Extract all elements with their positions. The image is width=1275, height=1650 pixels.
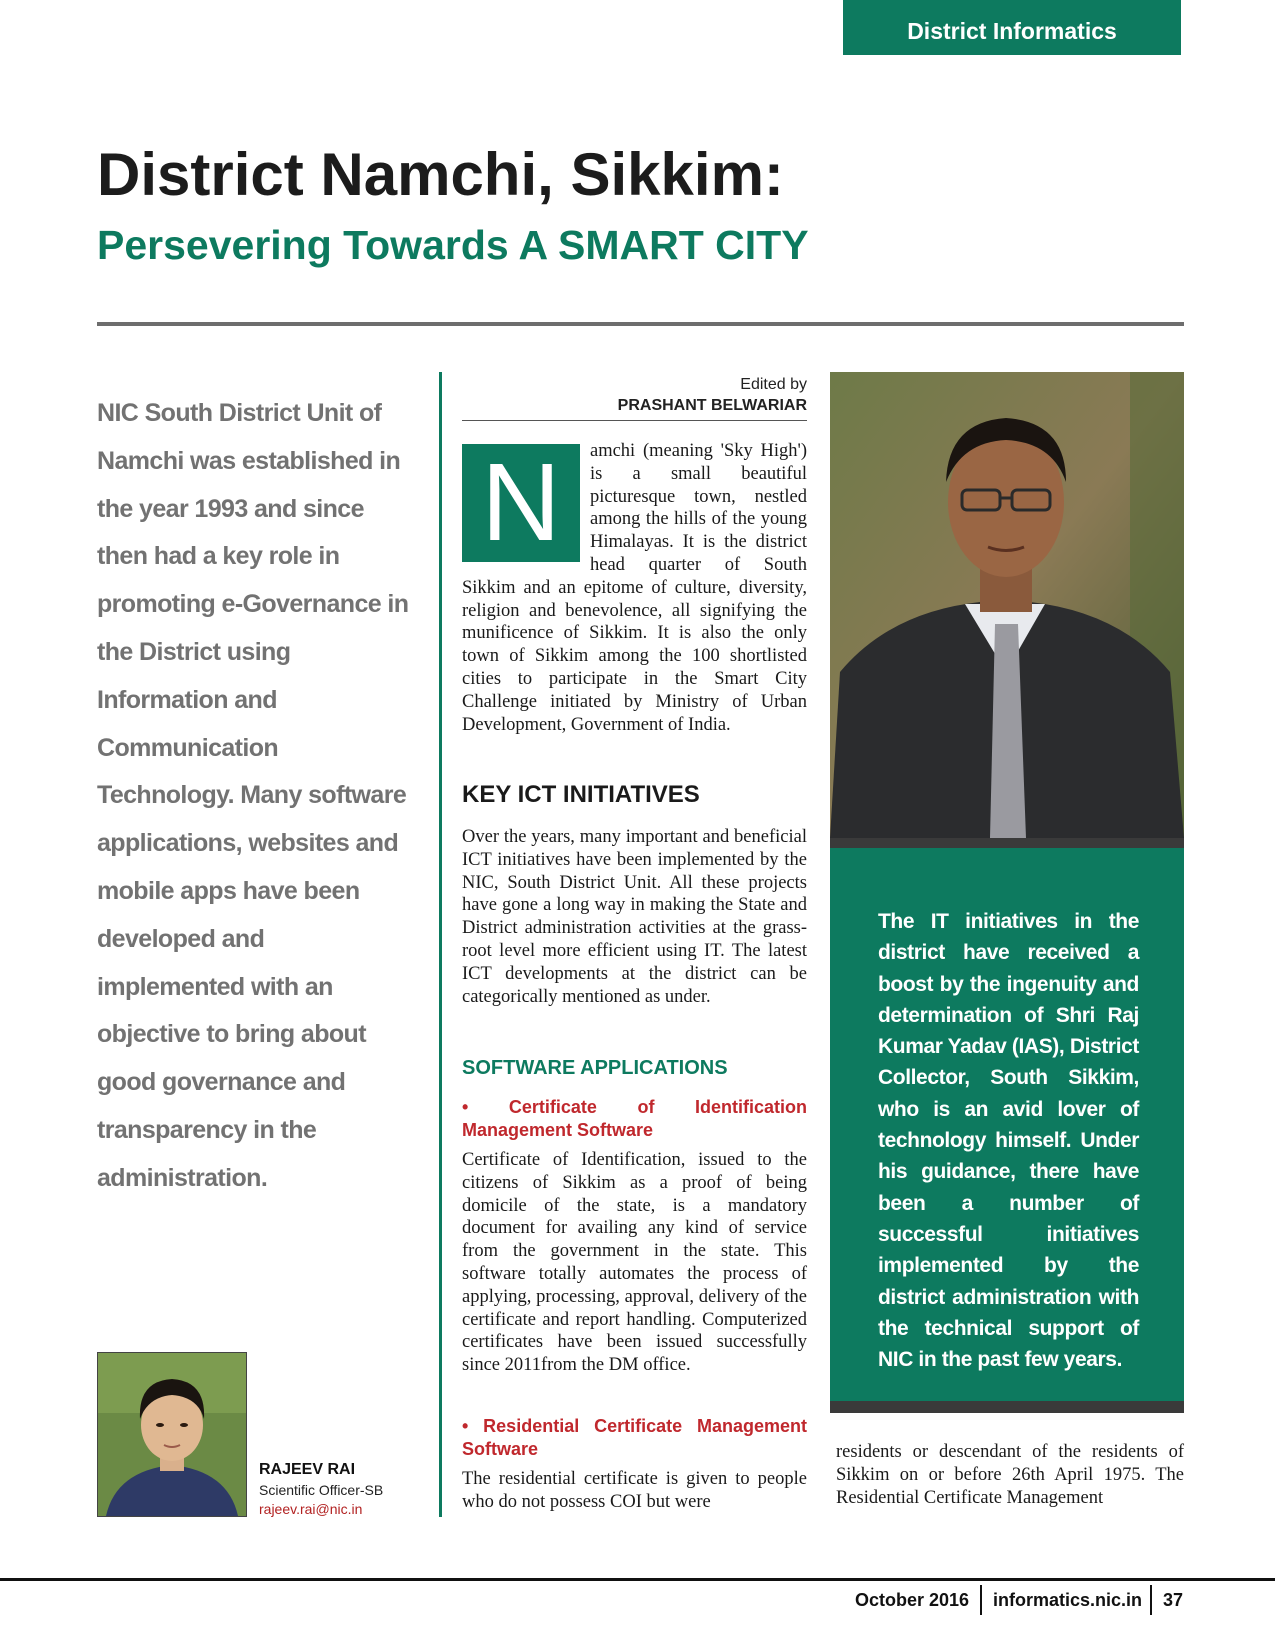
author-name: RAJEEV RAI xyxy=(259,1461,356,1478)
article-title: District Namchi, Sikkim: xyxy=(97,141,784,208)
editor-name: PRASHANT BELWARIAR xyxy=(617,397,807,414)
author-role: Scientific Officer-SB xyxy=(259,1482,384,1498)
column-divider xyxy=(439,372,442,1517)
intro-paragraph xyxy=(462,440,807,736)
heading-key-initiatives: KEY ICT INITIATIVES xyxy=(462,781,700,808)
pull-quote: The IT initiatives in the district have received a boost by the ingenuity and determination of Shri Raj Kumar Yadav (IAS), District Collector, South Sikkim, who is an avid lover of technology himself. Under his guidance, there have been a number of successful initiatives implemented by the district administration with the technical support of NIC in the past few years. xyxy=(878,910,1139,1372)
photo-bottom-band xyxy=(830,838,1184,848)
author-portrait-image xyxy=(98,1353,246,1516)
title-divider xyxy=(97,322,1184,326)
edited-by-label: Edited by xyxy=(740,376,807,393)
page-number: 37 xyxy=(1163,1590,1184,1610)
bullet-1-text: Certificate of Identification, issued to the citizens of Sikkim as a proof of being domicile of the state, is a mandatory document for availing any kind of service from the government in the state. This software totally automates the process of applying, processing, approval, delivery of the certificate and report handling. Computerized certificates have been issued successfully since 2011from the DM office. xyxy=(462,1150,807,1376)
collector-photo xyxy=(830,372,1184,838)
footer-divider xyxy=(0,1578,1275,1581)
editor-credit xyxy=(462,374,807,416)
paragraph-2: Over the years, many important and beneficial ICT initiatives have been implemented by the NIC, South District Unit. All these projects have gone a long way in making the State and District administration activities at the grass-root level more efficient using IT. The latest ICT developments at the district can be categorically mentioned as under. xyxy=(462,827,807,1007)
quote-bottom-band xyxy=(830,1401,1184,1413)
collector-portrait-image xyxy=(830,372,1184,838)
footer-site: informatics.nic.in xyxy=(993,1590,1143,1610)
footer-date: October 2016 xyxy=(855,1590,970,1610)
article-subtitle: Persevering Towards A SMART CITY xyxy=(97,222,809,268)
editor-divider xyxy=(462,420,807,421)
bullet-2-heading: • Residential Certificate Management Software xyxy=(462,1416,807,1459)
drop-cap: N xyxy=(462,444,580,562)
heading-software-applications: SOFTWARE APPLICATIONS xyxy=(462,1057,728,1079)
bullet-2-text: The residential certificate is given to people who do not possess COI but were xyxy=(462,1469,807,1512)
footer-separator xyxy=(1150,1585,1152,1615)
bullet-1-heading: • Certificate of Identification Management Software xyxy=(462,1097,807,1140)
author-photo xyxy=(97,1352,247,1517)
pull-quote-box xyxy=(830,848,1184,1401)
author-email-link[interactable]: rajeev.rai@nic.in xyxy=(259,1501,363,1517)
intro-text: NIC South District Unit of Namchi was established in the year 1993 and since then had a key role in promoting e-Governance in the District using Information and Communication Technology. Many software applications, websites and mobile apps have been developed and implemented with an objective to bring about good governance and transparency in the administration. xyxy=(97,399,409,1192)
paragraph-1: amchi (meaning 'Sky High') is a small beautiful picturesque town, nestled among the hills of the young Himalayas. It is the district head quarter of South Sikkim and an epitome of culture, diversity, religion and benevolence, all signifying the munificence of Sikkim. It is also the only town of Sikkim among the 100 shortlisted cities to participate in the Smart City Challenge initiated by Ministry of Urban Development, Government of India. xyxy=(462,441,807,735)
section-tab: District Informatics xyxy=(843,0,1181,55)
footer-separator xyxy=(980,1585,982,1615)
right-column-text: residents or descendant of the residents of Sikkim on or before 26th April 1975. The Residential Certificate Management xyxy=(836,1442,1184,1508)
